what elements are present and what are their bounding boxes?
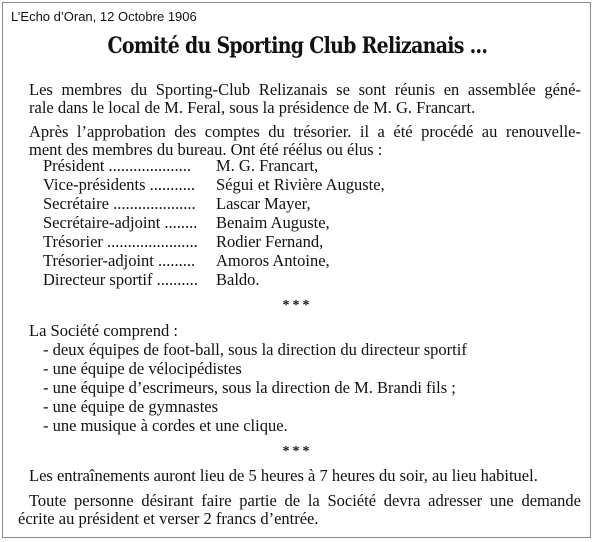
- bureau-role: Trésorier ......................: [43, 232, 198, 251]
- intro-line-2: rale dans le local de M. Feral, sous la présidence de M. G. Francart.: [29, 98, 476, 117]
- training-paragraph: Les entraînements auront lieu de 5 heures à 7 heures du soir, au lieu habituel.: [29, 466, 538, 485]
- membership-line-2: écrite au président et verser 2 francs d’entrée.: [18, 509, 319, 528]
- bureau-role: Président ....................: [43, 156, 192, 175]
- bureau-role: Vice-présidents ...........: [43, 175, 196, 194]
- list-item: - une équipe de vélocipédistes: [43, 359, 242, 378]
- society-heading: La Société comprend :: [29, 321, 178, 340]
- list-item: - une équipe d’escrimeurs, sous la direction de M. Brandi fils ;: [43, 378, 456, 397]
- membership-line-1: Toute personne désirant faire partie de la Société devra adresser une demande: [29, 491, 581, 510]
- bureau-role: Trésorier-adjoint .........: [43, 251, 196, 270]
- approval-line-1: Après l’approbation des comptes du trésorier. il a été procédé au renouvelle-: [29, 122, 581, 141]
- bureau-name: Ségui et Rivière Auguste,: [216, 175, 385, 194]
- list-item: - une musique à cordes et une clique.: [43, 416, 288, 435]
- bureau-name: M. G. Francart,: [216, 156, 319, 175]
- list-item: - deux équipes de foot-ball, sous la direction du directeur sportif: [43, 340, 467, 359]
- bureau-name: Lascar Mayer,: [216, 194, 311, 213]
- article-title: Comité du Sporting Club Relizanais ...: [107, 33, 488, 59]
- bureau-name: Benaim Auguste,: [216, 213, 330, 232]
- section-separator: ***: [282, 444, 313, 459]
- bureau-role: Secrétaire ....................: [43, 194, 196, 213]
- intro-line-1: Les membres du Sporting-Club Relizanais se sont réunis en assemblée géné-: [29, 80, 581, 99]
- source-citation: L’Echo d’Oran, 12 Octobre 1906: [11, 9, 197, 24]
- section-separator: ***: [282, 298, 313, 313]
- bureau-name: Rodier Fernand,: [216, 232, 324, 251]
- bureau-role: Secrétaire-adjoint ........: [43, 213, 198, 232]
- bureau-name: Baldo.: [216, 270, 260, 289]
- bureau-role: Directeur sportif ..........: [43, 270, 198, 289]
- approval-line-2: ment des membres du bureau. Ont été réélus ou élus :: [29, 140, 383, 159]
- bureau-name: Amoros Antoine,: [216, 251, 330, 270]
- list-item: - une équipe de gymnastes: [43, 397, 219, 416]
